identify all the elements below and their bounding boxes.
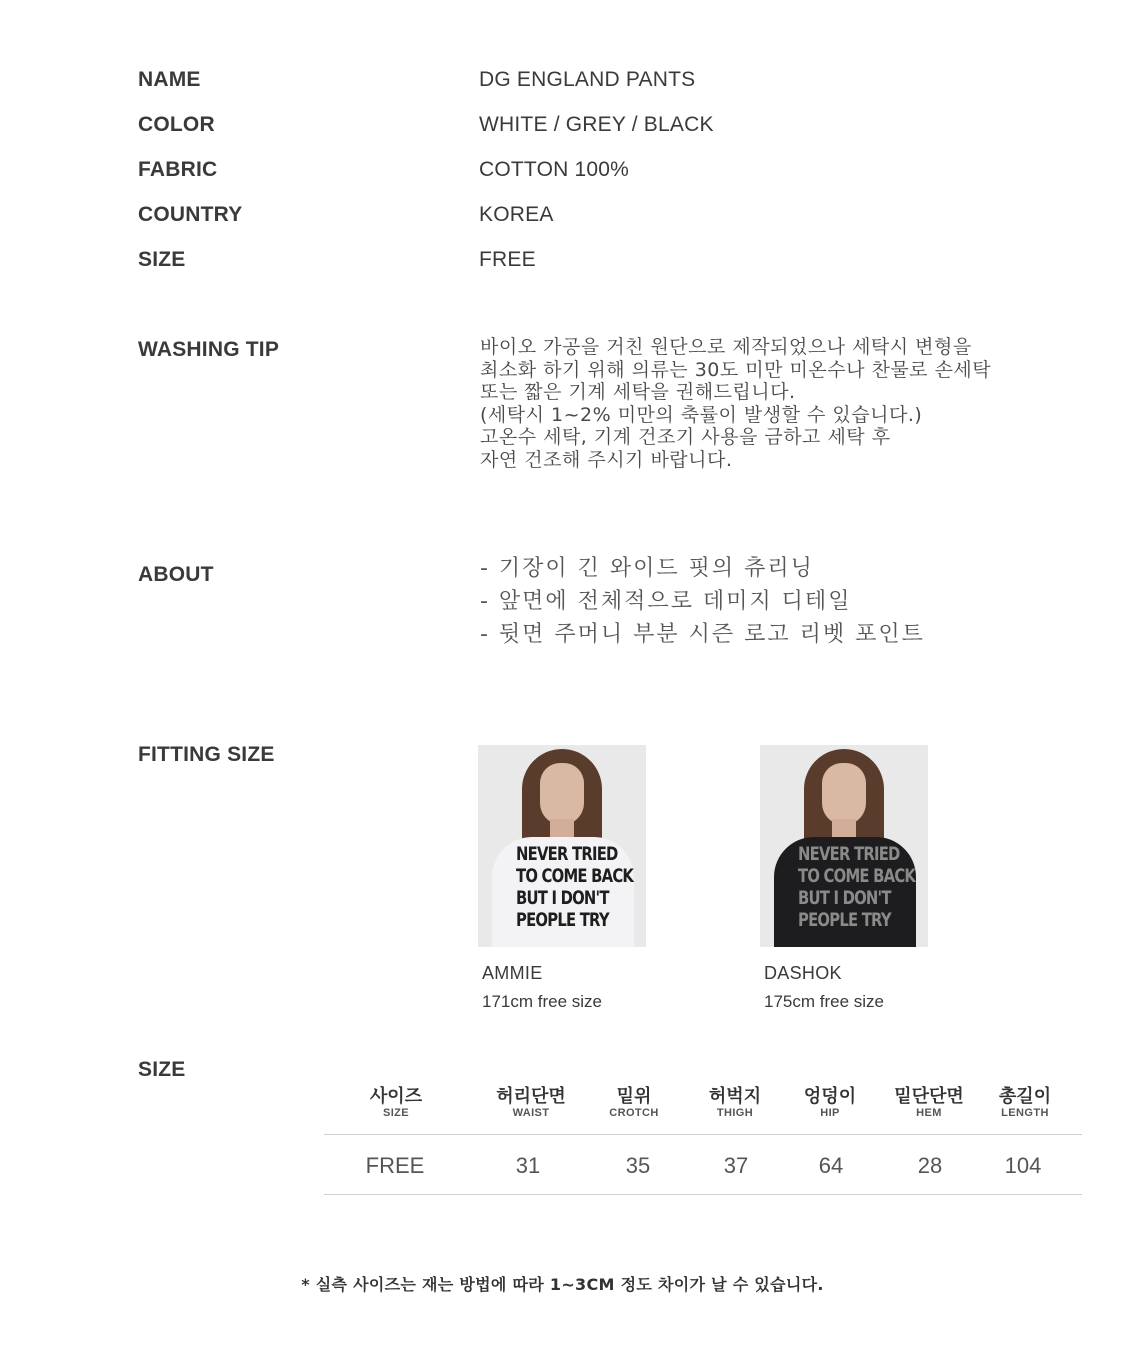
model-face (540, 763, 584, 825)
size-table (324, 1085, 1082, 1195)
washing-tip-line: 바이오 가공을 거친 원단으로 제작되었으나 세탁시 변형을 (480, 336, 972, 358)
column-header-en: WAIST (512, 1107, 550, 1119)
about-label: ABOUT (138, 563, 214, 586)
model-name: AMMIE (482, 963, 543, 983)
size-table-label: SIZE (138, 1058, 186, 1081)
spec-value-size: FREE (479, 248, 536, 271)
column-header-hem (894, 1085, 964, 1119)
column-header-ko: 밑단단면 (894, 1086, 964, 1106)
table-cell-length: 104 (1004, 1153, 1042, 1178)
shirt-print-line: TO COME BACK (516, 865, 634, 887)
table-cell-waist: 31 (515, 1153, 541, 1178)
shirt-print-line: BUT I DON'T (798, 887, 891, 909)
column-header-crotch (609, 1085, 658, 1119)
spec-value-name: DG ENGLAND PANTS (479, 68, 696, 91)
column-header-en: LENGTH (1001, 1107, 1049, 1119)
column-header-en: SIZE (382, 1107, 410, 1119)
table-cell-thigh: 37 (723, 1153, 749, 1178)
spec-label-name: NAME (138, 68, 201, 91)
column-header-thigh (709, 1085, 761, 1119)
spec-label-fabric: FABRIC (138, 158, 218, 181)
column-header-ko: 허리단면 (496, 1086, 566, 1106)
shirt-print (798, 843, 916, 931)
spec-value-fabric: COTTON 100% (479, 158, 630, 181)
about-item: - 앞면에 전체적으로 데미지 디테일 (480, 589, 852, 614)
measurement-note: * 실측 사이즈는 재는 방법에 따라 1~3CM 정도 차이가 날 수 있습니다. (301, 1275, 824, 1294)
spec-label-size: SIZE (138, 248, 186, 271)
column-header-ko: 총길이 (998, 1086, 1052, 1106)
about-item: - 뒷면 주머니 부분 시즌 로고 리벳 포인트 (480, 622, 925, 647)
washing-tip-line: (세탁시 1~2% 미만의 축률이 발생할 수 있습니다.) (480, 403, 923, 426)
column-header-en: CROTCH (609, 1107, 659, 1119)
model-spec: 175cm free size (764, 992, 884, 1011)
washing-tip-line: 고온수 세탁, 기계 건조기 사용을 금하고 세탁 후 (480, 426, 891, 449)
fitting-size-label: FITTING SIZE (138, 743, 275, 766)
column-header-ko: 밑위 (616, 1086, 652, 1106)
table-cell-size: FREE (365, 1153, 425, 1178)
column-header-en: HEM (916, 1107, 942, 1119)
column-header-waist (496, 1085, 566, 1119)
model-spec: 171cm free size (482, 992, 602, 1011)
table-cell-hip: 64 (818, 1153, 844, 1178)
shirt-print-line: NEVER TRIED (798, 843, 900, 865)
shirt-print-line: PEOPLE TRY (798, 909, 891, 931)
spec-value-country: KOREA (479, 203, 554, 226)
about-list (480, 552, 925, 651)
column-header-size (370, 1085, 422, 1119)
shirt-print (516, 843, 634, 931)
size-table-header (324, 1085, 1082, 1135)
model-card-dashok (760, 745, 930, 1012)
column-header-ko: 사이즈 (369, 1086, 423, 1106)
model-photo (478, 745, 646, 947)
table-cell-hem: 28 (917, 1153, 943, 1178)
column-header-en: THIGH (716, 1107, 754, 1119)
model-face (822, 763, 866, 825)
washing-tip-line: 최소화 하기 위해 의류는 30도 미만 미온수나 찬물로 손세탁 (480, 358, 992, 381)
model-photo (760, 745, 928, 947)
spec-label-country: COUNTRY (138, 203, 243, 226)
washing-tip-line: 또는 짧은 기계 세탁을 권해드립니다. (480, 381, 796, 404)
shirt-print-line: BUT I DON'T (516, 887, 609, 909)
washing-tip-text (480, 336, 1100, 472)
spec-label-color: COLOR (138, 113, 215, 136)
table-cell-crotch: 35 (625, 1153, 651, 1178)
column-header-length (999, 1085, 1051, 1119)
column-header-hip (804, 1085, 856, 1119)
about-item: - 기장이 긴 와이드 핏의 츄리닝 (480, 556, 814, 581)
spec-value-color: WHITE / GREY / BLACK (479, 113, 714, 136)
model-name: DASHOK (764, 963, 842, 983)
column-header-en: HIP (820, 1107, 840, 1119)
shirt-print-line: NEVER TRIED (516, 843, 618, 865)
model-card-ammie (478, 745, 648, 1012)
column-header-ko: 허벅지 (708, 1086, 762, 1106)
table-row (324, 1135, 1082, 1195)
column-header-ko: 엉덩이 (803, 1086, 857, 1106)
shirt-print-line: PEOPLE TRY (516, 909, 609, 931)
washing-tip-line: 자연 건조해 주시기 바랍니다. (480, 448, 733, 471)
shirt-print-line: TO COME BACK (798, 865, 916, 887)
washing-tip-label: WASHING TIP (138, 338, 280, 361)
